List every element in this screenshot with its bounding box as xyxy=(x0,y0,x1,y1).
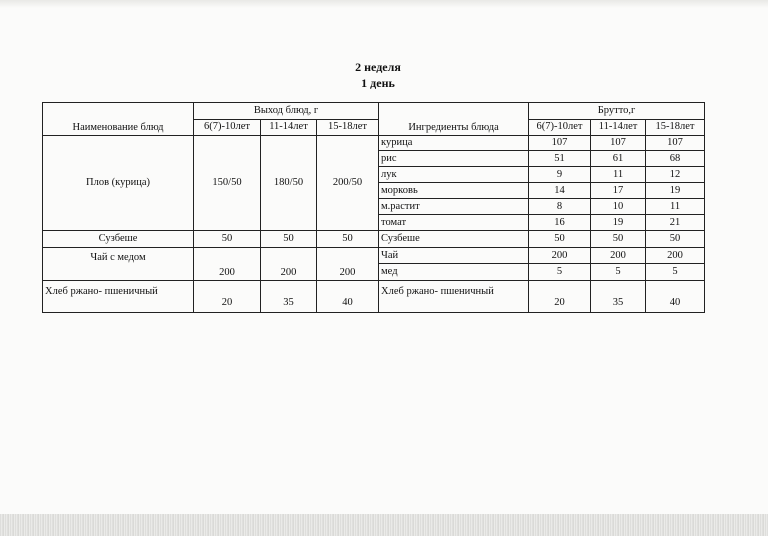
day-heading: 1 день xyxy=(361,76,395,90)
ingredient-name: томат xyxy=(379,215,529,231)
ingredient-name: лук xyxy=(379,167,529,183)
ingredient-gross: 200 xyxy=(591,248,646,264)
table-row xyxy=(43,136,705,151)
ingredient-name: мед xyxy=(379,264,529,281)
ingredient-gross: 50 xyxy=(591,231,646,248)
dish-name: Хлеб ржано- пшеничный xyxy=(43,281,194,313)
ingredient-gross: 107 xyxy=(529,136,591,151)
week-heading: 2 неделя xyxy=(355,60,401,74)
dish-name: Плов (курица) xyxy=(43,136,194,231)
ingredient-gross: 14 xyxy=(529,183,591,199)
ingredient-gross: 107 xyxy=(591,136,646,151)
ingredient-name: морковь xyxy=(379,183,529,199)
dish-output: 150/50 xyxy=(194,136,261,231)
ingredient-gross: 16 xyxy=(529,215,591,231)
ingredient-name: рис xyxy=(379,151,529,167)
ingredient-gross: 50 xyxy=(646,231,705,248)
dish-output: 35 xyxy=(261,281,317,313)
dish-name: Чай с медом xyxy=(43,248,194,281)
ingredient-name: курица xyxy=(379,136,529,151)
ingredient-gross: 40 xyxy=(646,281,705,313)
col-header-output: Выход блюд, г xyxy=(194,103,379,120)
dish-output: 180/50 xyxy=(261,136,317,231)
menu-table xyxy=(42,102,705,313)
dish-output: 50 xyxy=(261,231,317,248)
gross-age-header: 15-18лет xyxy=(646,119,705,136)
table-row xyxy=(43,231,705,248)
ingredient-gross: 19 xyxy=(646,183,705,199)
ingredient-gross: 5 xyxy=(529,264,591,281)
table-row xyxy=(43,281,705,313)
ingredient-gross: 8 xyxy=(529,199,591,215)
ingredient-gross: 10 xyxy=(591,199,646,215)
output-age-header: 6(7)-10лет xyxy=(194,119,261,136)
ingredient-gross: 50 xyxy=(529,231,591,248)
header-row-groups xyxy=(43,103,705,120)
dish-output: 200/50 xyxy=(317,136,379,231)
dish-output: 200 xyxy=(194,248,261,281)
ingredient-gross: 5 xyxy=(591,264,646,281)
col-header-dish-name: Наименование блюд xyxy=(43,103,194,136)
output-age-header: 11-14лет xyxy=(261,119,317,136)
ingredient-gross: 51 xyxy=(529,151,591,167)
col-header-gross: Брутто,г xyxy=(529,103,705,120)
ingredient-gross: 5 xyxy=(646,264,705,281)
ingredient-gross: 200 xyxy=(529,248,591,264)
dish-output: 200 xyxy=(261,248,317,281)
ingredient-gross: 12 xyxy=(646,167,705,183)
ingredient-name: Сузбеше xyxy=(379,231,529,248)
ingredient-gross: 68 xyxy=(646,151,705,167)
ingredient-gross: 9 xyxy=(529,167,591,183)
ingredient-gross: 11 xyxy=(591,167,646,183)
ingredient-gross: 19 xyxy=(591,215,646,231)
ingredient-gross: 107 xyxy=(646,136,705,151)
scan-edge-top xyxy=(0,0,768,8)
dish-output: 200 xyxy=(317,248,379,281)
table-row xyxy=(43,248,705,264)
dish-output: 20 xyxy=(194,281,261,313)
gross-age-header: 6(7)-10лет xyxy=(529,119,591,136)
ingredient-gross: 200 xyxy=(646,248,705,264)
dish-output: 50 xyxy=(317,231,379,248)
ingredient-name: Хлеб ржано- пшеничный xyxy=(379,281,529,313)
ingredient-gross: 17 xyxy=(591,183,646,199)
col-header-ingredients: Ингредиенты блюда xyxy=(379,103,529,136)
ingredient-gross: 20 xyxy=(529,281,591,313)
ingredient-name: м.растит xyxy=(379,199,529,215)
ingredient-gross: 11 xyxy=(646,199,705,215)
gross-age-header: 11-14лет xyxy=(591,119,646,136)
ingredient-name: Чай xyxy=(379,248,529,264)
dish-output: 50 xyxy=(194,231,261,248)
ingredient-gross: 35 xyxy=(591,281,646,313)
ingredient-gross: 21 xyxy=(646,215,705,231)
dish-output: 40 xyxy=(317,281,379,313)
ingredient-gross: 61 xyxy=(591,151,646,167)
scan-edge-bottom xyxy=(0,514,768,536)
output-age-header: 15-18лет xyxy=(317,119,379,136)
dish-name: Сузбеше xyxy=(43,231,194,248)
